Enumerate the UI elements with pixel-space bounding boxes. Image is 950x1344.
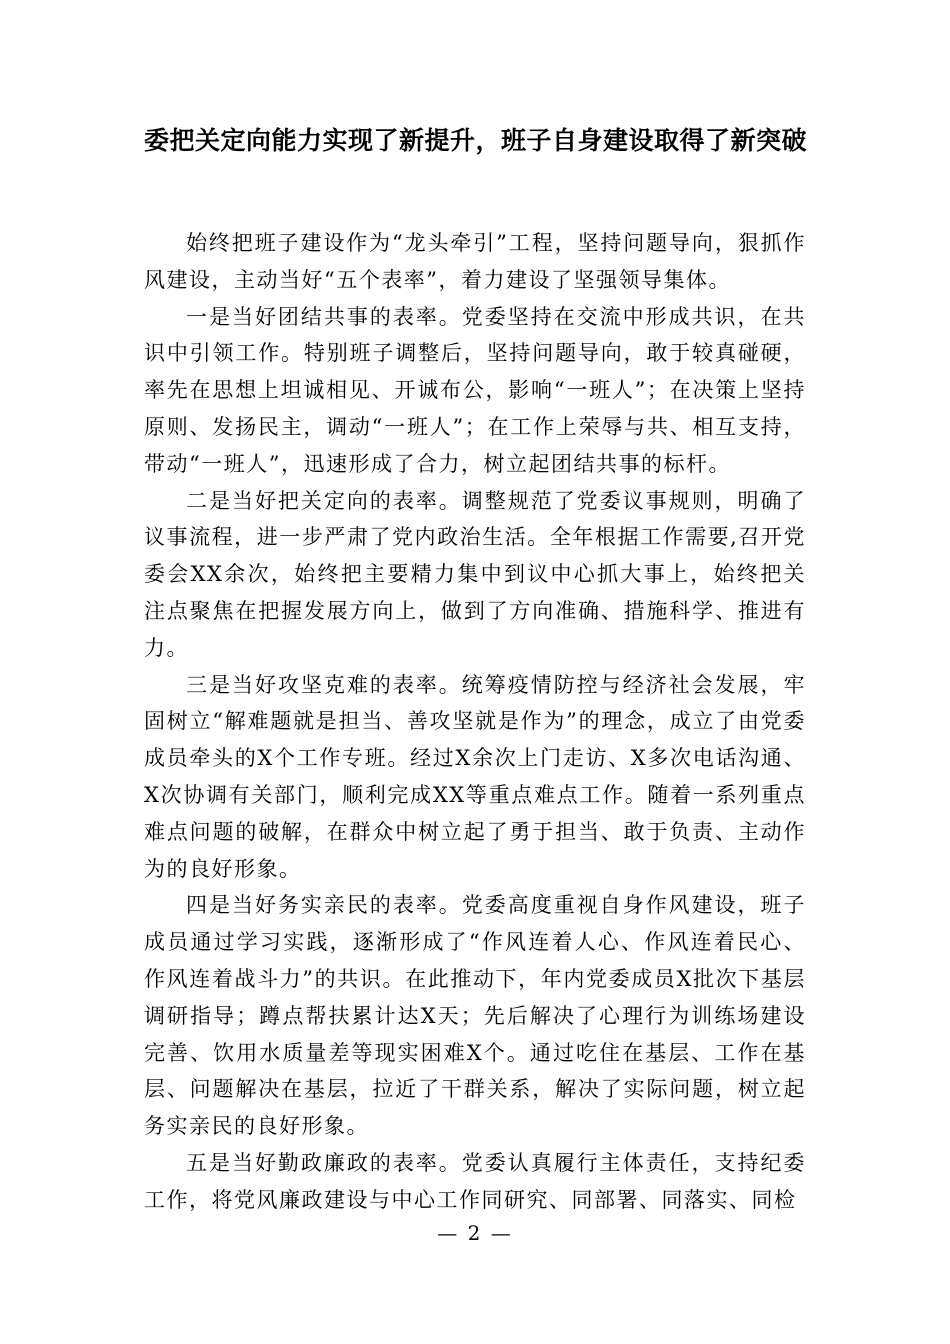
paragraph-point-5: 五是当好勤政廉政的表率。党委认真履行主体责任，支持纪委工作，将党风廉政建设与中心工作同研究、同部署、同落实、同检 bbox=[144, 1150, 806, 1212]
page-number: — 2 — bbox=[437, 1221, 513, 1245]
section-heading: 委把关定向能力实现了新提升，班子自身建设取得了新突破 bbox=[144, 126, 808, 155]
paragraph-point-1: 一是当好团结共事的表率。党委坚持在交流中形成共识，在共识中引领工作。特别班子调整后，坚持问题导向，敢于较真碰硬，率先在思想上坦诚相见、开诚布公，影响“一班人”；在决策上坚持原则、发扬民主，调动“一班人”；在工作上荣辱与共、相互支持，带动“一班人”，迅速形成了合力，树立起团结共事的标杆。 bbox=[144, 304, 806, 476]
body-text bbox=[144, 225, 806, 1219]
paragraph-point-2: 二是当好把关定向的表率。调整规范了党委议事规则，明确了议事流程，进一步严肃了党内政治生活。全年根据工作需要,召开党委会XX余次，始终把主要精力集中到议中心抓大事上，始终把关注点聚焦在把握发展方向上，做到了方向准确、措施科学、推进有力。 bbox=[144, 488, 806, 660]
paragraph-point-4: 四是当好务实亲民的表率。党委高度重视自身作风建设，班子成员通过学习实践，逐渐形成了“作风连着人心、作风连着民心、作风连着战斗力”的共识。在此推动下，年内党委成员X批次下基层调研指导；蹲点帮扶累计达X天；先后解决了心理行为训练场建设完善、饮用水质量差等现实困难X个。通过吃住在基层、工作在基层、问题解决在基层，拉近了干群关系，解决了实际问题，树立起务实亲民的良好形象。 bbox=[144, 893, 806, 1139]
paragraph-intro: 始终把班子建设作为“龙头牵引”工程，坚持问题导向，狠抓作风建设，主动当好“五个表率”，着力建设了坚强领导集体。 bbox=[144, 231, 806, 292]
paragraph-point-3: 三是当好攻坚克难的表率。统筹疫情防控与经济社会发展，牢固树立“解难题就是担当、善攻坚就是作为”的理念，成立了由党委成员牵头的X个工作专班。经过X余次上门走访、X多次电话沟通、X次协调有关部门，顺利完成XX等重点难点工作。随着一系列重点难点问题的破解，在群众中树立起了勇于担当、敢于负责、主动作为的良好形象。 bbox=[144, 672, 806, 881]
